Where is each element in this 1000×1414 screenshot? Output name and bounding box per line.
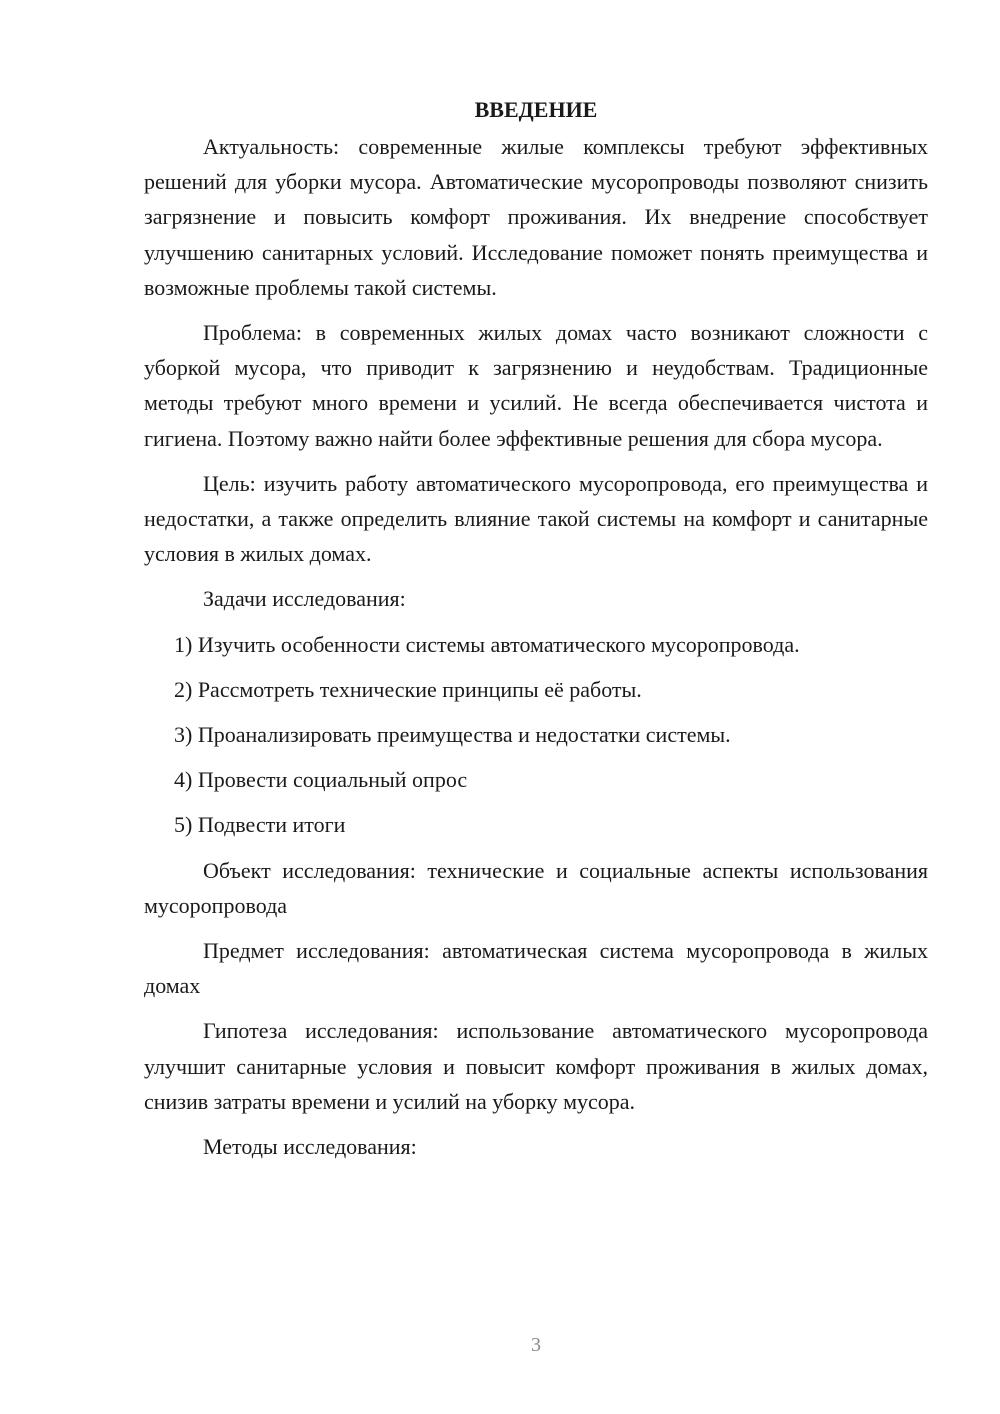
list-item: 3) Проанализировать преимущества и недостатки системы. xyxy=(174,722,731,748)
paragraph-relevance: Актуальность: современные жилые комплексы требуют эффективных решений для уборки мусора. Автоматические мусоропроводы позволяют снизить загрязнение и повысить комфорт проживания. Их внедрение способствует улучшению санитарных условий. Исследование поможет понять преимущества и возможные проблемы такой системы. xyxy=(144,134,928,300)
list-item: 5) Подвести итоги xyxy=(174,812,346,838)
paragraph-subject: Предмет исследования: автоматическая система мусоропровода в жилых домах xyxy=(144,938,928,999)
list-item: 4) Провести социальный опрос xyxy=(174,767,468,793)
paragraph-tasks-heading: Задачи исследования: xyxy=(203,586,406,612)
page-title: ВВЕДЕНИЕ xyxy=(474,97,598,122)
tasks-list xyxy=(144,627,928,843)
paragraph-goal: Цель: изучить работу автоматического мусоропровода, его преимущества и недостатки, а также определить влияние такой системы на комфорт и санитарные условия в жилых домах. xyxy=(144,470,928,567)
paragraph-problem: Проблема: в современных жилых домах часто возникают сложности с уборкой мусора, что приводит к загрязнению и неудобствам. Традиционные методы требуют много времени и усилий. Не всегда обеспечивается чистота и гигиена. Поэтому важно найти более эффективные решения для сбора мусора. xyxy=(144,320,928,451)
paragraph-methods: Методы исследования: xyxy=(203,1134,417,1160)
page-number: 3 xyxy=(531,1334,541,1356)
list-item: 1) Изучить особенности системы автоматического мусоропровода. xyxy=(174,631,800,657)
list-item: 2) Рассмотреть технические принципы её работы. xyxy=(174,676,642,702)
paragraph-hypothesis: Гипотеза исследования: использование автоматического мусоропровода улучшит санитарные условия и повысит комфорт проживания в жилых домах, снизив затраты времени и усилий на уборку мусора. xyxy=(144,1018,928,1114)
paragraph-object: Объект исследования: технические и социальные аспекты использования мусоропровода xyxy=(144,857,928,918)
page-content xyxy=(144,95,928,1174)
